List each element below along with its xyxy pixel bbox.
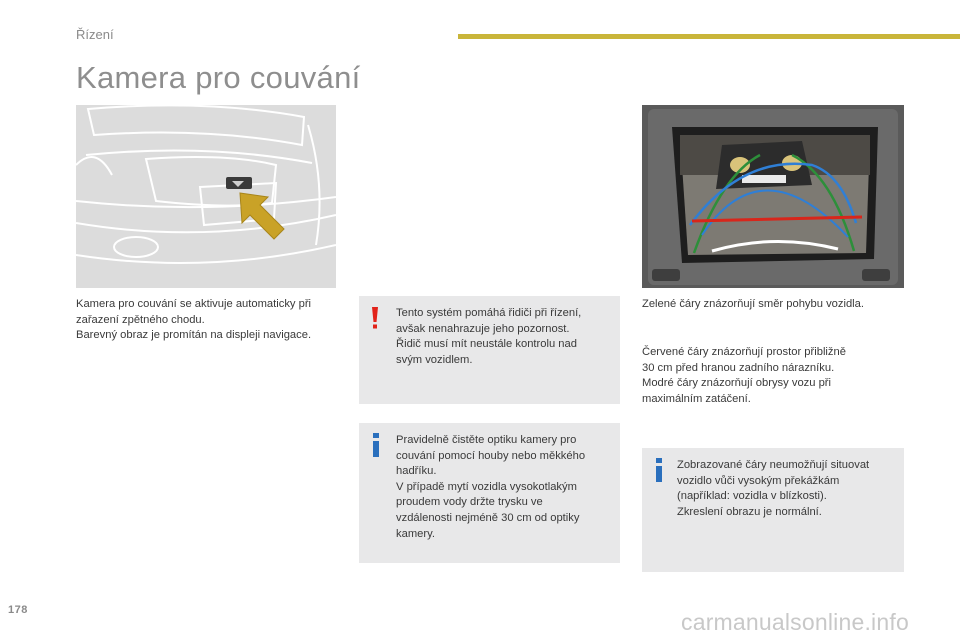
display-drawing — [642, 105, 904, 288]
rear-camera-illustration — [76, 105, 336, 288]
text-line: svým vozidlem. — [396, 353, 473, 366]
text-line: (například: vozidla v blízkosti). — [677, 490, 827, 503]
text-line: proudem vody držte trysku ve — [396, 496, 543, 509]
text-line: vozidlo vůči vysokým překážkám — [677, 474, 840, 487]
warning-box — [359, 296, 620, 404]
text-line: Tento systém pomáhá řidiči při řízení, — [396, 307, 582, 319]
red-blue-lines-text — [642, 345, 904, 407]
text-line: Zobrazované čáry neumožňují situovat — [677, 459, 870, 471]
warning-text — [396, 306, 614, 368]
text-line: Řidič musí mít neustále kontrolu nad — [396, 338, 577, 351]
text-line: vzdálenosti nejméně 30 cm od optiky — [396, 511, 580, 524]
text-line: maximálním zatáčení. — [642, 392, 751, 405]
header-rule — [458, 34, 960, 39]
text-line: Červené čáry znázorňují prostor přibližně — [642, 346, 846, 358]
lines-limitation-text — [677, 458, 895, 520]
text-line: couvání pomocí houby nebo měkkého — [396, 449, 586, 462]
text-line: hadříku. — [396, 465, 437, 478]
text-line: Pravidelně čistěte optiku kamery pro — [396, 434, 577, 446]
section-label: Řízení — [76, 27, 114, 42]
text-line: Barevný obraz je promítán na displeji navigace. — [76, 329, 312, 342]
info-icon — [371, 433, 381, 457]
text-line: V případě mytí vozidla vysokotlakým — [396, 480, 577, 493]
text-line: avšak nenahrazuje jeho pozornost. — [396, 322, 570, 335]
text-line: Kamera pro couvání se aktivuje automaticky při — [76, 298, 312, 310]
info-icon — [654, 458, 664, 482]
text-line: Zelené čáry znázorňují směr pohybu vozidla. — [642, 298, 864, 310]
text-line: 30 cm před hranou zadního nárazníku. — [642, 361, 835, 374]
text-line: Modré čáry znázorňují obrysy vozu při — [642, 377, 832, 390]
page-title: Kamera pro couvání — [76, 60, 361, 95]
cleaning-info-text — [396, 433, 614, 542]
text-line: kamery. — [396, 527, 435, 540]
green-lines-text — [642, 297, 912, 313]
cleaning-info-box — [359, 423, 620, 563]
car-rear-drawing — [76, 105, 336, 288]
text-line: zařazení zpětného chodu. — [76, 313, 205, 326]
text-line: Zkreslení obrazu je normální. — [677, 505, 822, 518]
lines-limitation-info-box — [642, 448, 904, 572]
camera-activation-text — [76, 297, 344, 344]
exclamation-icon — [369, 306, 381, 330]
camera-display-illustration — [642, 105, 904, 288]
watermark: carmanualsonline.info — [681, 609, 909, 635]
page-number: 178 — [8, 604, 28, 616]
